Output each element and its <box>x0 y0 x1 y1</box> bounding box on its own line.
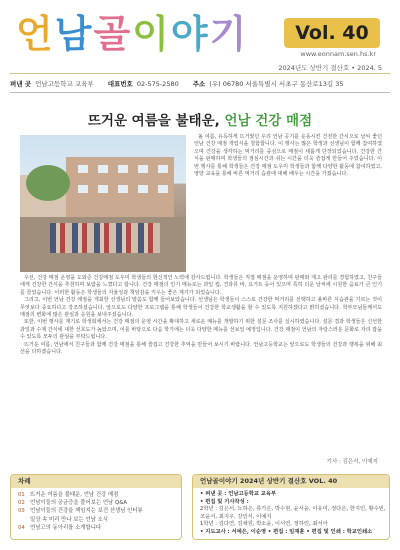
logo-char-4: 이 <box>132 12 171 56</box>
article-headline <box>0 109 400 129</box>
article-paragraph: 뜨거운 여름, 언남에서 친구들과 함께 건강 매점을 통해 즐겁고 건강한 추억을 만들어 보시기 바랍니다. 언남고등학교는 앞으로도 학생들의 건강과 행복을 위해 최선을 다하겠습니다. <box>20 341 382 356</box>
info-divider <box>10 92 390 93</box>
toc-text: 뜨거운 여름을 불태운, 언남 건강 매점 <box>30 492 119 498</box>
toc-text: 언남고의 동아리를 소개합니다 <box>30 524 102 531</box>
article-body-full <box>20 275 382 356</box>
article-body-column <box>194 134 382 178</box>
logo-char-6: 기 <box>209 12 249 56</box>
staff-credits <box>192 474 390 540</box>
photo-window <box>118 185 128 193</box>
phone-value: 02-575-2580 <box>136 79 179 88</box>
toc-title: 차례 <box>11 475 181 488</box>
staff-grade1: 1학년 : 김다연, 김채원, 박소윤, 이서연, 정하린, 최서아 <box>200 521 328 528</box>
staff-grade2: 2학년 : 김은서, 노하은, 류가은, 박수현, 윤서윤, 이유미, 정다은, 한지민, 황수빈, 조윤서, 최지우, 강민서, 이예지 <box>200 506 386 520</box>
photo-tree <box>26 165 70 201</box>
logo-char-5: 야 <box>170 12 210 56</box>
photo-window <box>118 165 128 173</box>
publisher-info-bar <box>10 78 390 89</box>
staff-title: 언남골이야기 2024년 상반기 결산호 VOL. 40 <box>193 475 389 488</box>
staff-footer: • 지도교사 : 서예은, 이순영 • 편집 : 임재훈 • 편집 및 인쇄 : 학교인쇄소 <box>200 528 373 535</box>
toc-text: 언남이들의 건강을 책임지는 보건 선생님 인터뷰 <box>30 508 143 515</box>
publisher-label: 펴낸 곳 <box>10 80 32 88</box>
publisher-value: 언남고등학교 교육부 <box>35 80 94 88</box>
photo-students <box>50 223 160 253</box>
headline-highlight: 언남 건강 매점 <box>224 113 313 129</box>
toc-text: 언남이들의 궁금증을 풀어보는 언남 Q&A <box>30 500 128 507</box>
logo-char-1: 언 <box>16 12 55 56</box>
toc-number: 04 <box>18 524 25 531</box>
toc-number: 02 <box>18 500 25 507</box>
toc-item[interactable] <box>18 491 178 499</box>
address-label: 주소 <box>192 80 206 88</box>
photo-window <box>98 165 108 173</box>
logo-char-2: 남 <box>54 12 94 56</box>
newsletter-logo <box>16 12 248 56</box>
toc-item[interactable] <box>18 516 178 524</box>
staff-editor-label: • 편집 및 기사작성 : <box>200 498 249 505</box>
website-link[interactable]: www.eonnam.sen.hs.kr <box>300 50 376 58</box>
toc-item[interactable] <box>18 524 178 532</box>
photo-window <box>138 185 148 193</box>
toc-list <box>18 491 178 532</box>
headline-text: 뜨거운 여름을 불태운, <box>87 113 220 129</box>
photo-window <box>98 185 108 193</box>
volume-badge: Vol. 40 <box>284 18 380 48</box>
staff-publisher: • 펴낸 곳 : 언남고등학교 교육부 <box>200 491 277 497</box>
photo-window <box>78 165 88 173</box>
address-value: (우) 06780 서울특별시 서초구 동산로13길 35 <box>209 80 344 88</box>
article-paragraph: 그리고, 이번 언남 건강 매점을 개최한 선생님의 말씀도 함께 들어보았습니다. 선생님은 학생들이 스스로 건강한 먹거리를 선택하고 올바른 식습관을 기르는 것이 무엇보다 중요하다고 강조하셨습니다. 앞으로도 다양한 프로그램을 통해 학생들이 건강한 학교생활을 할 수 있도록 지원하겠다고 밝히셨습니다. 학부모님들께서도 매점의 변화에 많은 관심과 응원을 보내주셨습니다. <box>20 297 382 319</box>
article-byline: 기사 : 김은서, 이예지 <box>326 459 378 465</box>
toc-number: 03 <box>18 508 25 515</box>
staff-list <box>200 491 386 537</box>
photo-window <box>138 165 148 173</box>
photo-window <box>158 165 168 173</box>
toc-number: 01 <box>18 492 25 498</box>
phone-label: 대표번호 <box>107 80 133 88</box>
masthead <box>0 0 400 82</box>
photo-window <box>78 185 88 193</box>
masthead-divider <box>10 73 390 74</box>
toc-item[interactable] <box>18 499 178 507</box>
article-paragraph: 우선, 건강 매점 운영을 도와준 건강매점 도우미 학생들의 헌신적인 노력에 감사드립니다. 학생들은 직접 매점을 운영하며 판매와 재고 관리를 경험하였고, 친구들에게 건강한 간식을 추천하며 보람을 느꼈다고 합니다. 건강 매점의 인기 메뉴로는 과일 컵, 견과류 바, 요거트 등이 있으며 특히 더운 날씨에 시원한 음료가 큰 인기를 끌었습니다. 이러한 활동은 학생들의 자율성과 책임감을 키우는 좋은 계기가 되었습니다. <box>20 275 382 296</box>
toc-text: 일상 속 미리 만나 보는 언남 소식 <box>30 516 108 523</box>
toc-item[interactable] <box>18 507 178 515</box>
table-of-contents <box>10 474 182 540</box>
photo-window <box>158 185 168 193</box>
article-paragraph: 또한, 이번 행사를 계기로 학생회에서는 건강 매점의 운영 시간을 확대하고 새로운 메뉴를 개발하기 위한 설문 조사를 실시하였습니다. 설문 결과 학생들은 신선한 과일과 수제 간식에 대한 선호도가 높았으며, 이를 바탕으로 다음 학기에는 더욱 다양한 메뉴를 선보일 예정입니다. 건강 매점이 언남의 자랑스러운 문화로 자리 잡을 수 있도록 모두의 관심을 부탁드립니다. <box>20 319 383 341</box>
toc-number <box>18 516 30 524</box>
article-photo <box>20 135 186 272</box>
logo-char-3: 골 <box>93 12 133 56</box>
article-paragraph: 올 여름, 유독하게 뜨거웠던 우리 언남 공기를 운동시킨 건전한 간식으로 날씨 좋던 언남 건강 매점 개업식을 청함합니다. 이 행사는 많은 학생과 선생님이 함께 참여하였으며 건강을 생각하는 먹거리를 중심으로 매점이 새롭게 단장되었습니다. 건강한 간식을 판매하며 학생들의 점심시간과 쉬는 시간을 더욱 즐겁게 만들어 주었습니다. 이번 행사를 통해 학생들은 건강 매점 도우미 학생들과 함께 다양한 활동에 참여하였고, 영양 교육을 통해 바른 먹거리 습관에 대해 배우는 시간을 가졌습니다. <box>194 134 382 178</box>
issue-date: 2024년도 상반기 결산호 • 2024. 5 <box>278 64 382 72</box>
